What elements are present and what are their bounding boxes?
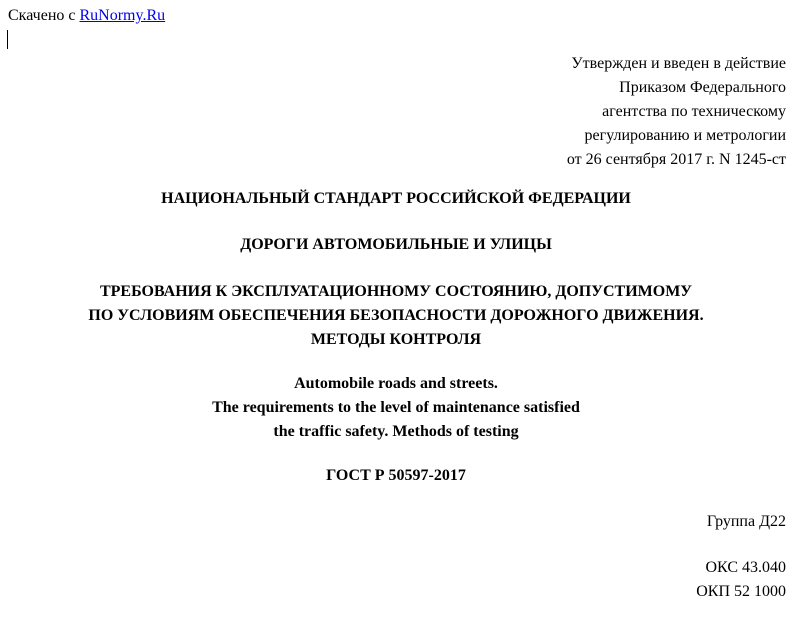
approval-line: регулированию и метрологии [584, 127, 786, 144]
document-title: ДОРОГИ АВТОМОБИЛЬНЫЕ И УЛИЦЫ [240, 236, 552, 253]
subtitle-line: ПО УСЛОВИЯМ ОБЕСПЕЧЕНИЯ БЕЗОПАСНОСТИ ДОРОЖНОГО ДВИЖЕНИЯ. [88, 307, 704, 324]
subtitle-line: ТРЕБОВАНИЯ К ЭКСПЛУАТАЦИОННОМУ СОСТОЯНИЮ, ДОПУСТИМОМУ [99, 283, 693, 300]
oks-code: ОКС 43.040 [705, 559, 786, 576]
approval-line: агентства по техническому [602, 103, 786, 120]
english-title-line: Automobile roads and streets. [294, 375, 498, 392]
approval-line: Приказом Федерального [619, 79, 786, 96]
approval-block [567, 52, 786, 172]
national-standard-heading: НАЦИОНАЛЬНЫЙ СТАНДАРТ РОССИЙСКОЙ ФЕДЕРАЦИИ [161, 190, 631, 207]
group-code: Группа Д22 [706, 513, 786, 530]
english-title-line: The requirements to the level of maintenance satisfied [212, 399, 580, 416]
document-subtitle [0, 280, 792, 352]
source-prefix: Скачено с [8, 7, 76, 24]
runormy-link[interactable]: RuNormy.Ru [79, 7, 166, 24]
okp-code: ОКП 52 1000 [696, 583, 786, 600]
approval-line: от 26 сентября 2017 г. N 1245-ст [566, 151, 786, 168]
english-title-line: the traffic safety. Methods of testing [273, 423, 519, 440]
approval-line: Утвержден и введен в действие [571, 55, 786, 72]
text-cursor [7, 30, 8, 49]
subtitle-line: МЕТОДЫ КОНТРОЛЯ [310, 331, 482, 348]
gost-number: ГОСТ Р 50597-2017 [326, 467, 466, 484]
classification-codes [696, 556, 786, 604]
source-line [8, 6, 165, 26]
english-title [0, 372, 792, 444]
